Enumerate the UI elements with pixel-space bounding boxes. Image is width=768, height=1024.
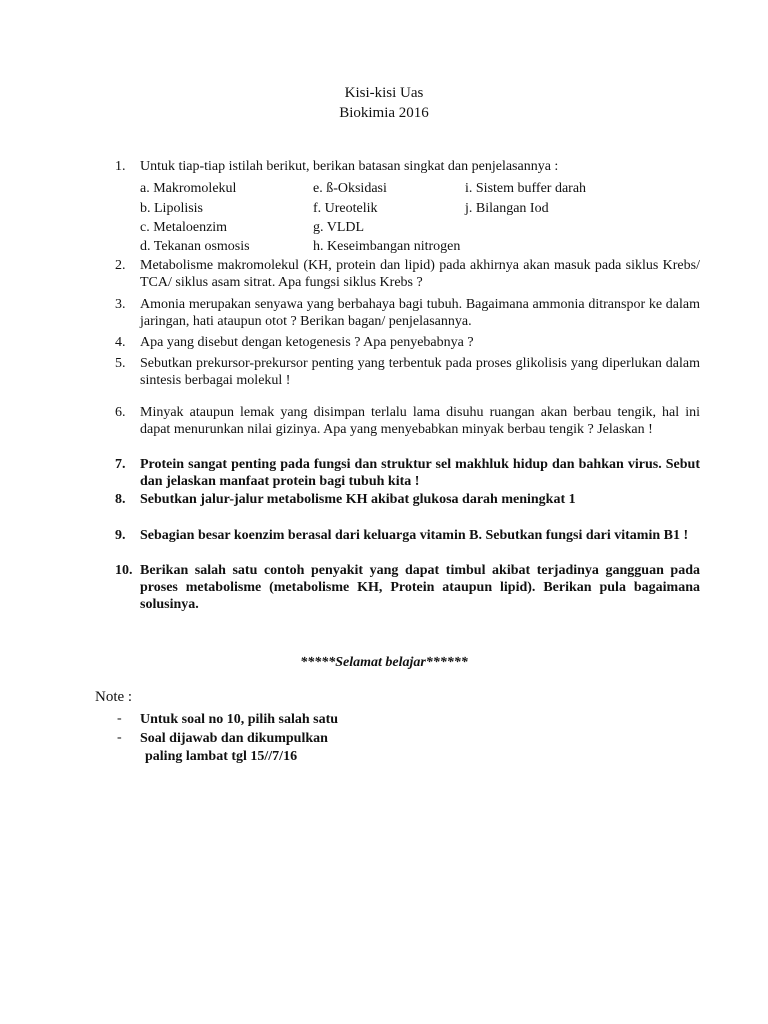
term-f: f. Ureotelik xyxy=(313,201,378,216)
question-7 xyxy=(115,456,700,490)
bullet-dash: - xyxy=(117,711,122,726)
term-i: i. Sistem buffer darah xyxy=(465,181,587,196)
question-text: Berikan salah satu contoh penyakit yang dapat timbul akibat terjadinya gangguan pada proses metabolisme (metabolisme KH, Protein ataupun lipid). Berikan pula bagaimana solusinya. xyxy=(140,563,700,612)
question-number: 1. xyxy=(115,159,126,174)
question-text: Sebutkan jalur-jalur metabolisme KH akibat glukosa darah meningkat 1 xyxy=(140,492,576,507)
question-number: 10. xyxy=(115,563,133,578)
question-text: Minyak ataupun lemak yang disimpan terlalu lama disuhu ruangan akan berbau tengik, hal ini dapat menurunkan nilai gizinya. Apa yang menyebabkan minyak berbau tengik ? Jelaskan ! xyxy=(140,405,700,437)
question-5 xyxy=(115,355,700,389)
question-text: Amonia merupakan senyawa yang berbahaya bagi tubuh. Bagaimana ammonia ditranspor ke dalam jaringan, hati ataupun otot ? Berikan bagan/ penjelasannya. xyxy=(140,297,700,329)
question-number: 5. xyxy=(115,356,126,371)
question-text: Untuk tiap-tiap istilah berikut, berikan batasan singkat dan penjelasannya : xyxy=(140,159,559,174)
question-4 xyxy=(115,334,700,351)
question-9 xyxy=(115,527,700,544)
note-item-2-continued: paling lambat tgl 15//7/16 xyxy=(145,749,298,764)
term-c: c. Metaloenzim xyxy=(140,220,228,235)
question-6 xyxy=(115,404,700,438)
question-text: Metabolisme makromolekul (KH, protein dan lipid) pada akhirnya akan masuk pada siklus Krebs/ TCA/ siklus asam sitrat. Apa fungsi siklus Krebs ? xyxy=(140,258,700,290)
document-title: Kisi-kisi Uas xyxy=(344,85,424,101)
question-2 xyxy=(115,257,700,291)
document-subtitle: Biokimia 2016 xyxy=(339,105,429,121)
question-3 xyxy=(115,296,700,330)
question-number: 2. xyxy=(115,258,126,273)
note-label: Note : xyxy=(95,689,133,705)
question-1 xyxy=(115,158,700,175)
closing-message: *****Selamat belajar****** xyxy=(300,655,468,670)
question-number: 3. xyxy=(115,297,126,312)
bullet-dash: - xyxy=(117,730,122,745)
term-j: j. Bilangan Iod xyxy=(465,201,549,216)
question-number: 9. xyxy=(115,528,126,543)
term-d: d. Tekanan osmosis xyxy=(140,239,250,254)
question-text: Sebagian besar koenzim berasal dari keluarga vitamin B. Sebutkan fungsi dari vitamin B1 ! xyxy=(140,528,689,543)
term-h: h. Keseimbangan nitrogen xyxy=(313,239,461,254)
question-number: 8. xyxy=(115,492,126,507)
question-number: 7. xyxy=(115,457,126,472)
question-text: Sebutkan prekursor-prekursor penting yang terbentuk pada proses glikolisis yang diperlukan dalam sintesis berbagai molekul ! xyxy=(140,356,700,388)
term-b: b. Lipolisis xyxy=(140,201,204,216)
question-8 xyxy=(115,491,700,508)
question-text: Protein sangat penting pada fungsi dan struktur sel makhluk hidup dan bahkan virus. Sebut dan jelaskan manfaat protein bagi tubuh kita ! xyxy=(140,457,700,489)
question-text: Apa yang disebut dengan ketogenesis ? Apa penyebabnya ? xyxy=(140,335,474,350)
term-g: g. VLDL xyxy=(313,220,365,235)
note-item-1: Untuk soal no 10, pilih salah satu xyxy=(140,712,339,727)
term-a: a. Makromolekul xyxy=(140,181,237,196)
question-number: 6. xyxy=(115,405,126,420)
note-item-2: Soal dijawab dan dikumpulkan xyxy=(140,731,328,746)
term-e: e. ß-Oksidasi xyxy=(313,181,387,196)
question-number: 4. xyxy=(115,335,126,350)
question-10 xyxy=(115,562,700,613)
